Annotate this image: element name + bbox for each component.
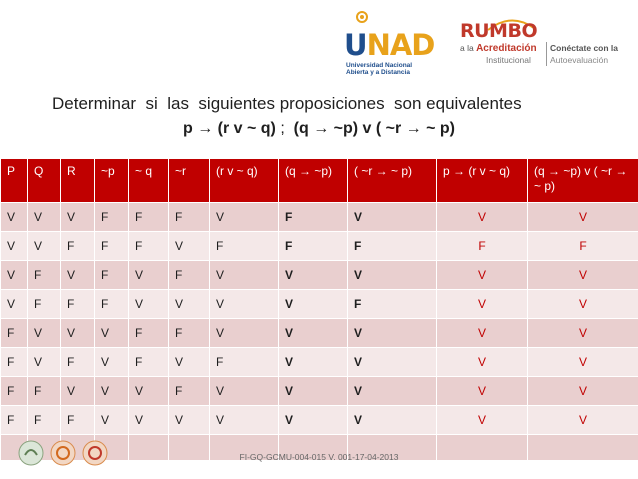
table-cell: V — [129, 377, 169, 406]
table-cell: F — [28, 377, 61, 406]
table-cell: F — [95, 232, 129, 261]
table-cell: V — [61, 319, 95, 348]
table-row — [1, 406, 638, 435]
table-cell: V — [169, 406, 210, 435]
table-cell: V — [28, 203, 61, 232]
column-header: Q — [28, 159, 61, 203]
table-cell: V — [437, 377, 528, 406]
table-cell: V — [95, 406, 129, 435]
table-cell: V — [437, 261, 528, 290]
table-cell: F — [95, 203, 129, 232]
table-cell: F — [279, 203, 348, 232]
table-cell: F — [61, 406, 95, 435]
column-header: (q → ~p) — [279, 159, 348, 203]
table-cell: V — [210, 406, 279, 435]
table-cell: V — [348, 261, 437, 290]
table-cell: V — [61, 261, 95, 290]
table-cell: F — [28, 406, 61, 435]
table-cell: V — [210, 319, 279, 348]
table-cell: F — [169, 261, 210, 290]
table-cell: V — [528, 406, 638, 435]
rumbo-line1: a la Acreditación — [460, 43, 537, 54]
table-cell: F — [279, 232, 348, 261]
table-cell: F — [348, 290, 437, 319]
table-cell: F — [129, 319, 169, 348]
table-cell: F — [1, 406, 28, 435]
table-cell: V — [1, 203, 28, 232]
column-header: P — [1, 159, 28, 203]
column-header: ~p — [95, 159, 129, 203]
table-cell: V — [95, 319, 129, 348]
table-header-row — [1, 159, 638, 203]
table-cell: V — [95, 348, 129, 377]
table-cell: V — [61, 377, 95, 406]
rumbo-right1: Conéctate con la — [550, 43, 619, 53]
table-cell: V — [210, 290, 279, 319]
unad-wordmark: UNAD — [344, 28, 435, 62]
proposition-a: p → (r v ~ q) — [182, 120, 276, 137]
table-row — [1, 290, 638, 319]
table-cell: V — [528, 319, 638, 348]
table-cell: F — [210, 348, 279, 377]
table-cell: V — [95, 377, 129, 406]
table-cell: V — [279, 261, 348, 290]
table-cell: V — [437, 319, 528, 348]
column-header: (r v ~ q) — [210, 159, 279, 203]
table-cell: F — [61, 348, 95, 377]
table-cell: F — [95, 290, 129, 319]
table-cell: V — [528, 203, 638, 232]
rumbo-divider — [546, 42, 547, 66]
table-cell: V — [210, 261, 279, 290]
table-cell: F — [129, 203, 169, 232]
table-row — [1, 377, 638, 406]
table-cell: V — [28, 319, 61, 348]
table-cell: V — [348, 406, 437, 435]
table-cell: V — [437, 348, 528, 377]
table-cell: F — [348, 232, 437, 261]
table-cell: V — [348, 203, 437, 232]
table-cell: F — [28, 261, 61, 290]
table-cell: V — [169, 232, 210, 261]
table-cell: V — [1, 290, 28, 319]
table-cell: V — [61, 203, 95, 232]
table-cell: V — [279, 377, 348, 406]
table-cell: F — [129, 348, 169, 377]
column-header: ( ~r → ~ p) — [348, 159, 437, 203]
unad-subtitle: Universidad Nacional Abierta y a Distancia — [346, 62, 413, 76]
table-cell: V — [348, 348, 437, 377]
table-cell: V — [437, 406, 528, 435]
table-cell: V — [528, 348, 638, 377]
column-header: (q → ~p) v ( ~r → ~ p) — [528, 159, 638, 203]
table-cell: F — [1, 377, 28, 406]
column-header: p → (r v ~ q) — [437, 159, 528, 203]
table-cell: V — [210, 203, 279, 232]
table-cell: V — [28, 348, 61, 377]
proposition-b: (q → ~p) v ( ~r → ~ p) — [293, 120, 456, 137]
table-cell: V — [528, 377, 638, 406]
truth-table — [0, 158, 638, 461]
table-cell: V — [528, 290, 638, 319]
table-cell: F — [169, 203, 210, 232]
table-cell: V — [169, 348, 210, 377]
table-cell: F — [95, 261, 129, 290]
table-cell: V — [129, 406, 169, 435]
table-cell: V — [279, 319, 348, 348]
table-cell: F — [61, 290, 95, 319]
table-row — [1, 319, 638, 348]
table-cell: F — [169, 377, 210, 406]
table-cell: F — [129, 232, 169, 261]
column-header: ~r — [169, 159, 210, 203]
table-cell: V — [169, 290, 210, 319]
rumbo-line2: Institucional — [486, 55, 531, 65]
table-cell: V — [1, 261, 28, 290]
table-cell: V — [348, 377, 437, 406]
table-cell: F — [528, 232, 638, 261]
table-cell: V — [28, 232, 61, 261]
table-cell: V — [528, 261, 638, 290]
table-row — [1, 348, 638, 377]
table-cell: V — [129, 290, 169, 319]
table-cell: F — [210, 232, 279, 261]
column-header: ~ q — [129, 159, 169, 203]
table-cell: F — [61, 232, 95, 261]
table-cell: F — [169, 319, 210, 348]
table-cell: V — [1, 232, 28, 261]
table-cell: F — [1, 348, 28, 377]
table-row — [1, 203, 638, 232]
table-cell: V — [437, 290, 528, 319]
document-code: FI-GQ-GCMU-004-015 V. 001-17-04-2013 — [239, 452, 399, 462]
unad-logo — [344, 10, 452, 76]
table-cell: V — [210, 377, 279, 406]
table-row — [1, 232, 638, 261]
table-cell: F — [28, 290, 61, 319]
column-header: R — [61, 159, 95, 203]
table-cell: F — [437, 232, 528, 261]
table-cell: F — [1, 319, 28, 348]
table-cell: V — [279, 406, 348, 435]
table-cell: V — [129, 261, 169, 290]
rumbo-title: RUMBO — [460, 20, 538, 42]
rumbo-logo — [456, 20, 632, 70]
slide-title: Determinar si las siguientes proposiciones son equivalentes — [52, 94, 522, 113]
table-cell: V — [279, 348, 348, 377]
table-cell: V — [279, 290, 348, 319]
table-cell: V — [348, 319, 437, 348]
proposition-separator: ; — [275, 120, 294, 137]
table-cell: V — [437, 203, 528, 232]
rumbo-right2: Autoevaluación — [550, 55, 609, 65]
table-row — [1, 261, 638, 290]
slide-subtitle — [0, 120, 638, 138]
